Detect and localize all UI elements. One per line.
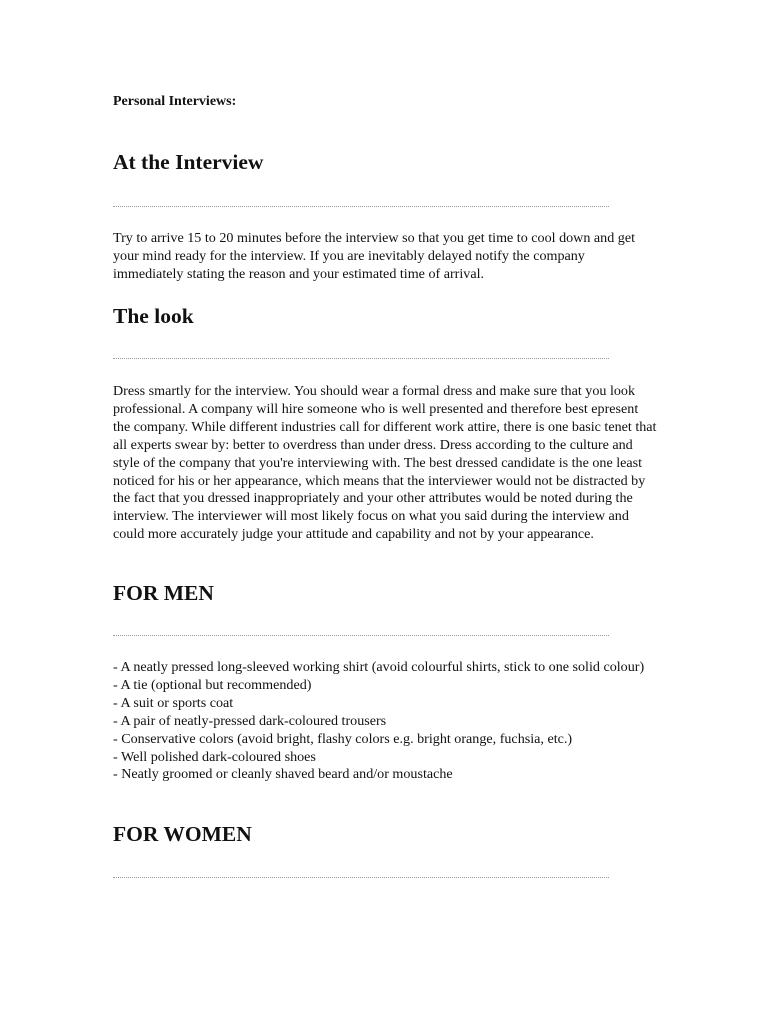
section-heading-for-men: FOR MEN (113, 581, 214, 605)
dotted-divider (113, 635, 609, 636)
list-item: - A suit or sports coat (113, 694, 234, 711)
list-item: - A tie (optional but recommended) (113, 676, 312, 693)
section-paragraph-dress: Dress smartly for the interview. You should wear a formal dress and make sure that you look professional. A company will hire someone who is well presented and therefore best epresent the company. While different industries call for different work attire, there is one basic tenet that all experts swear by: better to overdress than under dress. Dress according to the culture and style of the company that you're interviewing with. The best dressed candidate is the one least noticed for his or her appearance, which means that the interviewer would not be distracted by the fact that you dressed inappropriately and your other attributes would be noted during the interview. The interviewer will most likely focus on what you said during the interview and could more accurately judge your attitude and capability and not by your appearance. (113, 383, 657, 543)
men-attire-list (113, 659, 658, 784)
list-item: - Conservative colors (avoid bright, flashy colors e.g. bright orange, fuchsia, etc.) (113, 730, 573, 747)
section-heading-for-women: FOR WOMEN (113, 822, 252, 846)
document-label: Personal Interviews: (113, 94, 237, 109)
dotted-divider (113, 206, 609, 207)
list-item: - A pair of neatly-pressed dark-coloured trousers (113, 712, 387, 729)
section-heading-the-look: The look (113, 304, 194, 328)
list-item: - Well polished dark-coloured shoes (113, 748, 316, 765)
list-item: - A neatly pressed long-sleeved working shirt (avoid colourful shirts, stick to one solid colour) (113, 659, 645, 675)
dotted-divider (113, 358, 609, 359)
section-paragraph-arrival: Try to arrive 15 to 20 minutes before the interview so that you get time to cool down and get your mind ready for the interview. If you are inevitably delayed notify the company immediately stating the reason and your estimated time of arrival. (113, 230, 636, 282)
section-heading-at-the-interview: At the Interview (113, 150, 264, 174)
dotted-divider (113, 877, 609, 878)
list-item: - Neatly groomed or cleanly shaved beard and/or moustache (113, 766, 453, 783)
